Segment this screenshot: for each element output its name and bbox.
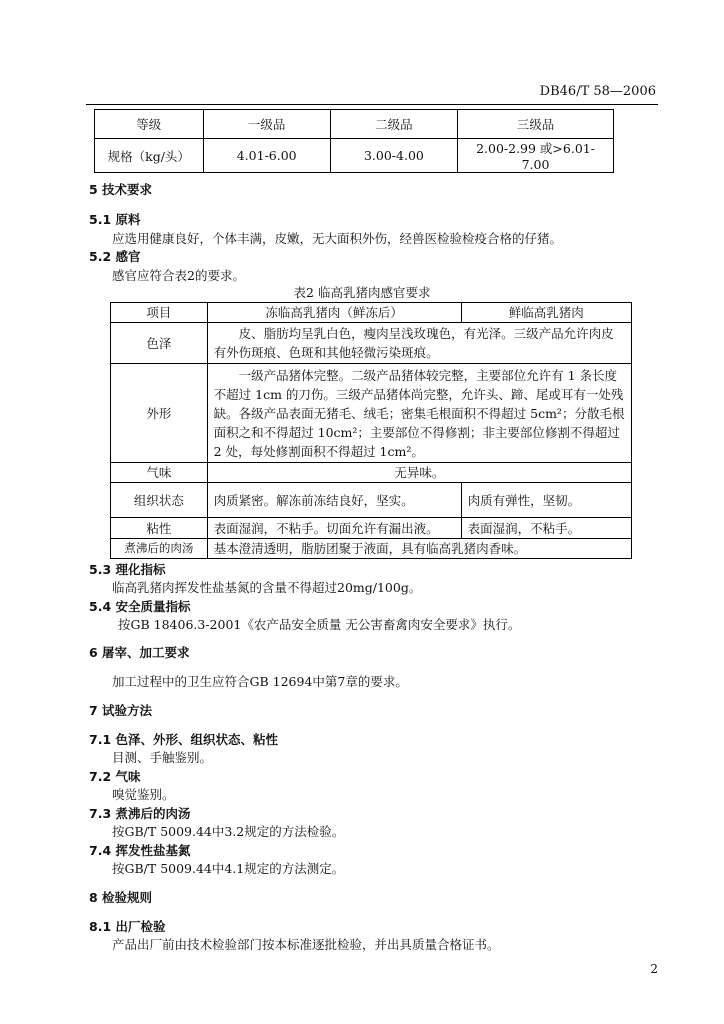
paragraph: 目测、手触鉴别。: [112, 750, 213, 765]
table-cell: 表面湿润，不粘手。切面允许有漏出液。: [207, 518, 461, 539]
table-row: [111, 463, 632, 483]
table-cell: 无异味。: [207, 463, 631, 483]
page-number: 2: [650, 962, 658, 976]
table-cell: 煮沸后的肉汤: [111, 539, 208, 559]
table-row: [111, 539, 632, 559]
table-line: 面积之和不得超过 10cm²；主要部位不得修割；非主要部位修割不得超过: [213, 424, 620, 440]
header-rule: [86, 104, 658, 105]
sensory-table: [110, 302, 632, 559]
section-heading: 7.1 色泽、外形、组织状态、粘性: [89, 732, 278, 747]
paragraph: 产品出厂前由技术检验部门按本标准逐批检验，并出具质量合格证书。: [112, 937, 500, 952]
table-header-cell: 鲜临高乳猪肉: [461, 303, 631, 323]
paragraph: 感官应符合表2的要求。: [112, 268, 245, 283]
paragraph: 加工过程中的卫生应符合GB 12694中第7章的要求。: [112, 674, 408, 689]
table-cell: 色泽: [111, 323, 208, 364]
table-cell: 外形: [111, 364, 208, 463]
table-cell: [207, 364, 631, 463]
table-row: [95, 110, 614, 139]
section-heading: 6 屠宰、加工要求: [89, 645, 190, 660]
table-cell: 4.01-6.00: [203, 139, 330, 173]
section-heading: 7 试验方法: [89, 703, 153, 718]
section-heading: 8.1 出厂检验: [89, 919, 166, 934]
table-cell: 肉质紧密。解冻前冻结良好，坚实。: [207, 483, 461, 518]
table-header-cell: 二级品: [330, 110, 457, 139]
grade-table: [94, 109, 614, 173]
paragraph: 应选用健康良好，个体丰满，皮嫩，无大面积外伤，经兽医检验检疫合格的仔猪。: [112, 231, 563, 246]
paragraph: 按GB/T 5009.44中4.1规定的方法测定。: [112, 861, 345, 876]
table-line: 缺。各级产品表面无猪毛、绒毛；密集毛根面积不得超过 5cm²；分散毛根: [213, 405, 625, 421]
table-header-cell: 项目: [111, 303, 208, 323]
table-cell: 规格（kg/头）: [95, 139, 204, 173]
table-row: [111, 303, 632, 323]
table-cell: 皮、脂肪均呈乳白色，瘦肉呈浅玫瑰色，有光泽。三级产品允许肉皮有外伤斑痕、色斑和其他轻微污染斑痕。: [207, 323, 631, 364]
standard-code: DB46/T 58—2006: [539, 84, 656, 99]
section-heading: 8 检验规则: [89, 890, 153, 905]
table-header-cell: 等级: [95, 110, 204, 139]
table-cell: 肉质有弹性，坚韧。: [461, 483, 631, 518]
table-cell: 粘性: [111, 518, 208, 539]
section-heading: 7.2 气味: [89, 769, 141, 784]
table-cell: 3.00-4.00: [330, 139, 457, 173]
section-heading: 7.3 煮沸后的肉汤: [89, 806, 191, 821]
table-row: [95, 139, 614, 173]
table-cell: 2.00-2.99 或>6.01-7.00: [458, 139, 614, 173]
section-heading: 5.4 安全质量指标: [89, 599, 191, 614]
table-line: 2 处，每处修割面积不得超过 1cm²。: [213, 443, 424, 459]
table-cell: 基本澄清透明，脂肪团聚于液面，具有临高乳猪肉香味。: [207, 539, 631, 559]
table-cell: 表面湿润，不粘手。: [461, 518, 631, 539]
table-row: [111, 518, 632, 539]
paragraph: 按GB 18406.3-2001《农产品安全质量 无公害畜禽肉安全要求》执行。: [118, 617, 521, 632]
table-row: [111, 323, 632, 364]
table-row: [111, 483, 632, 518]
section-heading: 5.1 原料: [89, 212, 141, 227]
table-line: 一级产品猪体完整。二级产品猪体较完整，主要部位允许有 1 条长度: [238, 367, 618, 383]
table-row: [111, 364, 632, 463]
table-cell: 气味: [111, 463, 208, 483]
section-heading: 5 技术要求: [89, 182, 153, 197]
table-header-cell: 一级品: [203, 110, 330, 139]
table-line: 不超过 1cm 的刀伤。三级产品猪体尚完整，允许头、蹄、尾或耳有一处残: [213, 386, 624, 402]
table-caption: 表2 临高乳猪肉感官要求: [293, 285, 431, 300]
section-heading: 5.3 理化指标: [89, 562, 166, 577]
paragraph: 按GB/T 5009.44中3.2规定的方法检验。: [112, 824, 345, 839]
paragraph: 临高乳猪肉挥发性盐基氮的含量不得超过20mg/100g。: [112, 580, 422, 595]
section-heading: 7.4 挥发性盐基氮: [89, 843, 191, 858]
table-header-cell: 冻临高乳猪肉（鲜冻后）: [207, 303, 461, 323]
paragraph: 嗅觉鉴别。: [112, 787, 175, 802]
section-heading: 5.2 感官: [89, 249, 141, 264]
table-cell: 组织状态: [111, 483, 208, 518]
table-header-cell: 三级品: [458, 110, 614, 139]
